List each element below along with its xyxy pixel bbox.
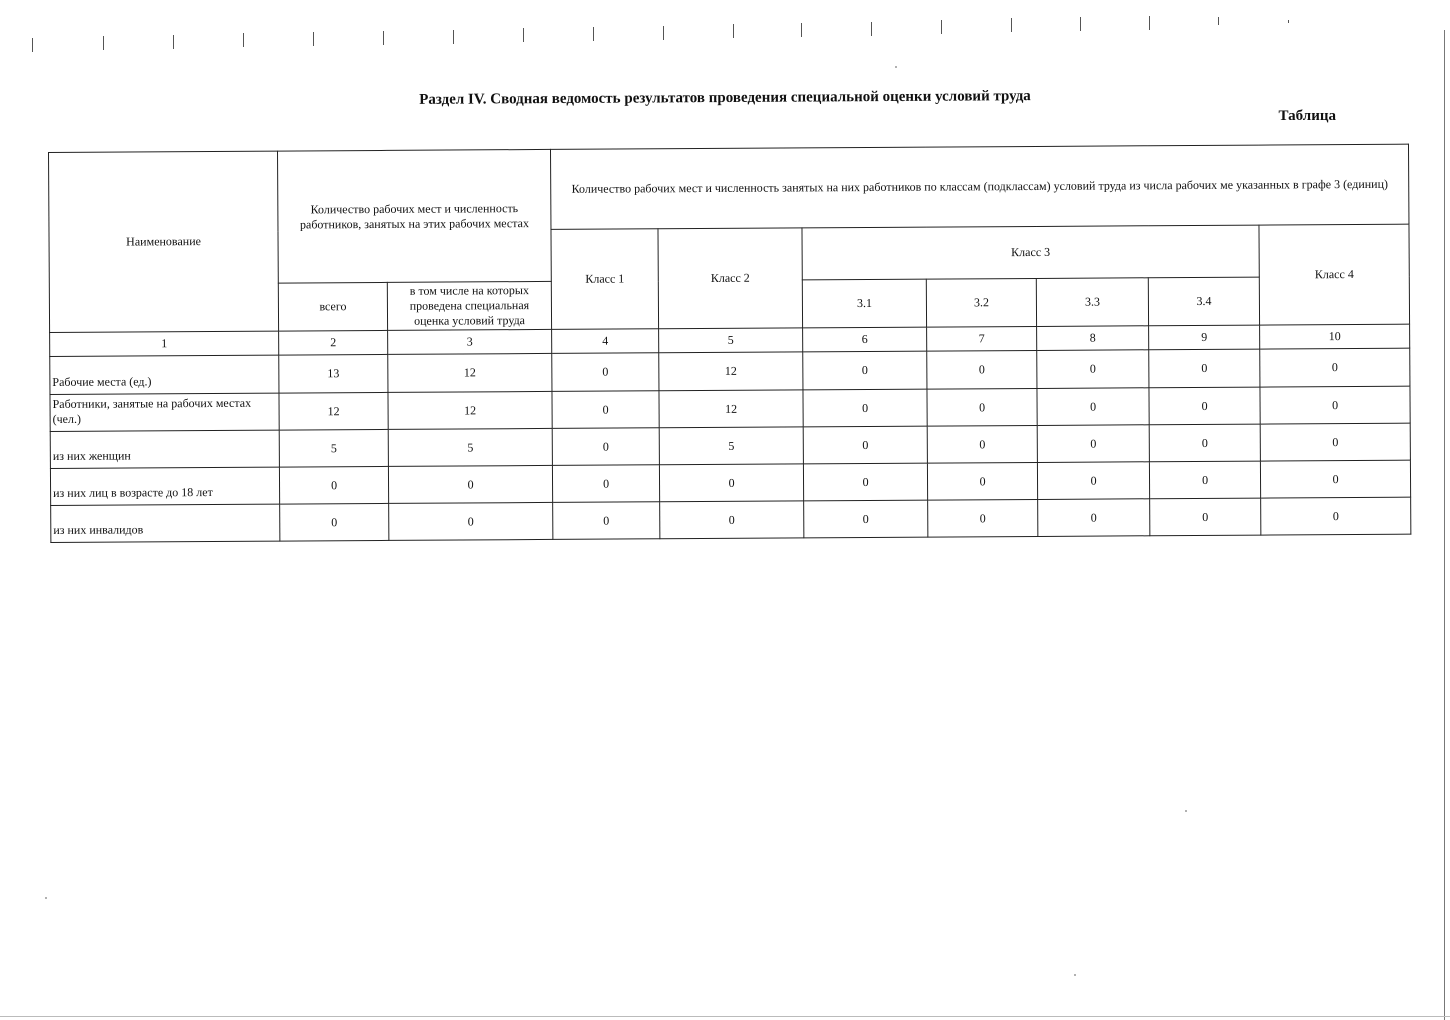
table-cell: 12	[388, 353, 552, 392]
table-cell: 5	[388, 428, 552, 466]
table-cell: 0	[1261, 497, 1411, 535]
header-group-classes: Количество рабочих мест и численность занятых на них работников по классам (подклассам) условий труда из числа рабочих ме указанных в графе 3 (единиц)	[551, 144, 1410, 229]
scan-speck	[1185, 810, 1187, 812]
table-cell: 0	[1260, 460, 1410, 498]
table-cell: 12	[659, 390, 803, 428]
column-number: 4	[552, 329, 659, 354]
row-label: Рабочие места (ед.)	[50, 355, 279, 394]
table-label: Таблица	[1278, 108, 1336, 124]
header-class-1: Класс 1	[551, 229, 659, 330]
scan-speck	[895, 66, 897, 68]
scan-speck	[1074, 974, 1076, 976]
header-total: всего	[278, 282, 387, 331]
table-cell: 0	[803, 426, 927, 464]
row-label: из них лиц в возрасте до 18 лет	[50, 467, 279, 505]
column-number: 3	[388, 329, 552, 354]
table-cell: 0	[659, 464, 803, 502]
scan-right-edge	[1444, 30, 1445, 1020]
table-cell: 0	[552, 353, 659, 392]
table-cell: 0	[552, 465, 659, 503]
header-sub-3-3: 3.3	[1036, 278, 1148, 327]
column-number: 2	[279, 330, 388, 355]
table-cell: 0	[803, 389, 927, 427]
table-cell: 0	[927, 350, 1037, 389]
table-cell: 0	[553, 502, 660, 540]
table-cell: 13	[279, 354, 388, 393]
table-cell: 0	[927, 425, 1037, 463]
table-cell: 0	[928, 499, 1038, 537]
table-cell: 0	[389, 502, 553, 540]
table-cell: 12	[659, 352, 803, 391]
row-label: из них инвалидов	[51, 504, 280, 542]
column-number: 9	[1149, 325, 1260, 350]
row-label: из них женщин	[50, 430, 279, 468]
table-cell: 0	[552, 428, 659, 466]
table-cell: 0	[1149, 461, 1260, 499]
table-cell: 0	[1149, 387, 1260, 425]
table-cell: 0	[1037, 388, 1149, 426]
table-cell: 0	[1260, 348, 1410, 387]
table-cell: 0	[927, 462, 1037, 500]
column-number: 7	[927, 326, 1037, 351]
section-title: Раздел IV. Сводная ведомость результатов проведения специальной оценки условий труда	[419, 88, 1031, 108]
table-cell: 12	[279, 392, 388, 430]
table-cell: 5	[659, 427, 803, 465]
table-cell: 0	[1037, 462, 1149, 500]
table-cell: 0	[1037, 350, 1149, 389]
header-class-3: Класс 3	[802, 225, 1259, 280]
table-cell: 0	[804, 500, 928, 538]
table-cell: 0	[803, 351, 927, 390]
table-cell: 0	[280, 503, 389, 541]
header-class-4: Класс 4	[1259, 224, 1410, 325]
table-cell: 0	[1037, 425, 1149, 463]
table-cell: 12	[388, 391, 552, 429]
table-cell: 0	[1150, 498, 1261, 536]
header-assessed: в том числе на которых проведена специальная оценка условий труда	[387, 281, 551, 330]
header-class-2: Класс 2	[658, 228, 803, 329]
summary-table-area	[48, 152, 1389, 558]
table-cell: 0	[1149, 424, 1260, 462]
table-cell: 0	[1038, 499, 1150, 537]
header-sub-3-4: 3.4	[1148, 277, 1259, 326]
binding-tick-marks	[0, 0, 1450, 60]
scan-bottom-edge	[0, 1016, 1450, 1017]
summary-table	[48, 144, 1411, 543]
scan-speck	[45, 897, 47, 899]
table-cell: 0	[1149, 349, 1260, 388]
header-name: Наименование	[49, 151, 279, 332]
table-cell: 0	[1260, 423, 1410, 461]
table-cell: 5	[279, 429, 388, 467]
header-sub-3-2: 3.2	[926, 278, 1036, 327]
row-label: Работники, занятые на рабочих местах (чел.)	[50, 393, 279, 431]
column-number: 6	[803, 327, 927, 352]
header-group-total: Количество рабочих мест и численность работников, занятых на этих рабочих местах	[277, 149, 551, 283]
table-cell: 0	[1260, 386, 1410, 424]
table-row-disabled	[51, 497, 1411, 542]
column-number: 1	[50, 331, 279, 356]
column-number: 5	[659, 328, 803, 353]
column-number: 8	[1037, 326, 1149, 351]
table-cell: 0	[803, 463, 927, 501]
table-cell: 0	[660, 501, 804, 539]
column-number: 10	[1260, 324, 1410, 349]
table-cell: 0	[927, 388, 1037, 426]
table-cell: 0	[279, 466, 388, 504]
table-cell: 0	[552, 391, 659, 429]
table-cell: 0	[388, 465, 552, 503]
header-sub-3-1: 3.1	[802, 279, 926, 328]
